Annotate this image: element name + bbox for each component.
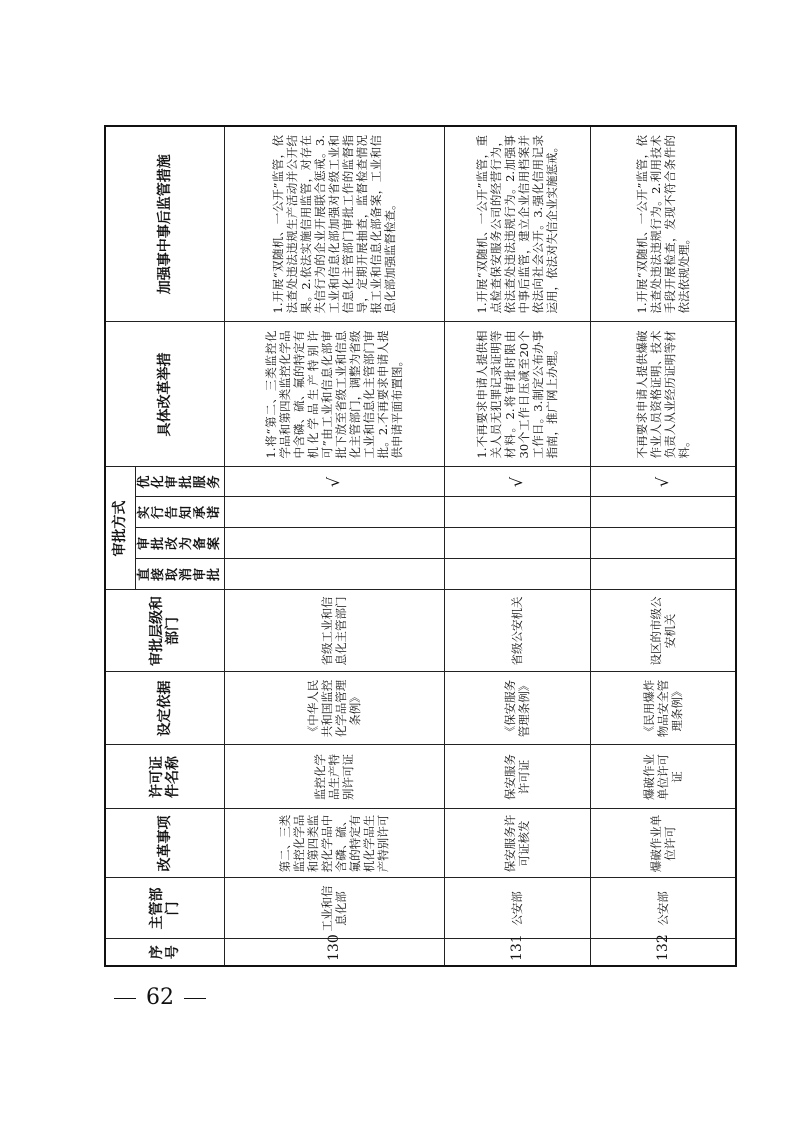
cell-m4-check: √: [590, 467, 736, 497]
table-row: [224, 126, 444, 966]
cell-license: 爆破作业单位许可证: [590, 745, 736, 809]
header-license: 许可证件名称: [105, 745, 224, 809]
cell-basis: 《中华人民共和国监控化学品管理条例》: [224, 672, 444, 745]
cell-basis: 《保安服务管理条例》: [444, 672, 590, 745]
cell-seq: 130: [224, 939, 444, 966]
page-number: [104, 983, 224, 1013]
cell-reform: 1.将“第二、三类监控化学品和第四类监控化学品中含磷、硫、氟的特定有机化学品生产特别许可”由工业和信息化部审批下放至省级工业和信息化主管部门，调整为省级工业和信息化主管部门审批。2.不再要求申请人提供申请平面布置图。: [224, 322, 444, 467]
cell-m3: [590, 497, 736, 528]
cell-m3: [224, 497, 444, 528]
page-dash-right: [184, 998, 206, 999]
rotated-table-container: [104, 127, 691, 967]
header-m4: 优化审批服务: [135, 467, 224, 497]
cell-level: 设区的市级公安机关: [590, 590, 736, 672]
cell-dept: 公安部: [444, 878, 590, 939]
header-m1: 直接取消审批: [135, 559, 224, 590]
cell-license: 保安服务许可证: [444, 745, 590, 809]
cell-m2: [224, 528, 444, 559]
cell-m1: [224, 559, 444, 590]
cell-level: 省级工业和信息化主管部门: [224, 590, 444, 672]
table-row: [590, 126, 736, 966]
cell-m2: [590, 528, 736, 559]
cell-supervision: 1.开展“双随机、一公开”监管，依法查处违法违规行为。2.利用技术手段开展检查，发现不符合条件的依法依规处理。: [590, 126, 736, 322]
cell-reform: 1.不再要求申请人提供相关人员无犯罪记录证明等材料。2.将审批时限由30个工作日压减至20个工作日。3.制定公布办事指南，推广网上办理。: [444, 322, 590, 467]
cell-m1: [444, 559, 590, 590]
cell-reform: 不再要求申请人提供爆破作业人员资格证明、技术负责人从业经历证明等材料。: [590, 322, 736, 467]
header-m3: 实行告知承诺: [135, 497, 224, 528]
cell-supervision: 1.开展“双随机、一公开”监管，重点检查保安服务公司的经营行为，依法查处违法违规行为。2.加强事中事后监管，建立企业信用档案并依法向社会公开。3.强化信用记录运用，依法对失信企业实施惩戒。: [444, 126, 590, 322]
cell-m1: [590, 559, 736, 590]
header-m2: 审批改为备案: [135, 528, 224, 559]
cell-item: 保安服务许可证核发: [444, 809, 590, 878]
table-row: [444, 126, 590, 966]
cell-m3: [444, 497, 590, 528]
reform-table: [104, 125, 737, 967]
cell-dept: 工业和信息化部: [224, 878, 444, 939]
header-approval-method: 审批方式: [105, 467, 135, 590]
cell-m2: [444, 528, 590, 559]
page-number-text: 62: [146, 985, 174, 1010]
cell-supervision: 1.开展“双随机、一公开”监管，依法查处违法违规生产活动并公开结果。2.依法实施信用监管，对存在失信行为的企业开展联合惩戒。3.工业和信息化部加强对省级工业和信息化主管部门审批工作的监督指导，定期开展抽查，监督检查情况报工业和信息化部备案，工业和信息化部加强监督检查。: [224, 126, 444, 322]
cell-level: 省级公安机关: [444, 590, 590, 672]
page-dash-left: [114, 998, 136, 999]
cell-license: 监控化学品生产特别许可证: [224, 745, 444, 809]
cell-m4-check: √: [224, 467, 444, 497]
header-seq: 序号: [105, 939, 224, 966]
header-supervision: 加强事中事后监管措施: [105, 126, 224, 322]
cell-basis: 《民用爆炸物品安全管理条例》: [590, 672, 736, 745]
cell-dept: 公安部: [590, 878, 736, 939]
header-reform: 具体改革举措: [105, 322, 224, 467]
header-item: 改革事项: [105, 809, 224, 878]
header-basis: 设定依据: [105, 672, 224, 745]
header-dept: 主管部门: [105, 878, 224, 939]
header-level: 审批层级和部门: [105, 590, 224, 672]
cell-seq: 131: [444, 939, 590, 966]
cell-item: 爆破作业单位许可: [590, 809, 736, 878]
cell-m4-check: √: [444, 467, 590, 497]
cell-seq: 132: [590, 939, 736, 966]
header-row-1: [105, 126, 135, 966]
cell-item: 第二、三类监控化学品和第四类监控化学品中含磷、硫、氟的特定有机化学品生产特别许可: [224, 809, 444, 878]
